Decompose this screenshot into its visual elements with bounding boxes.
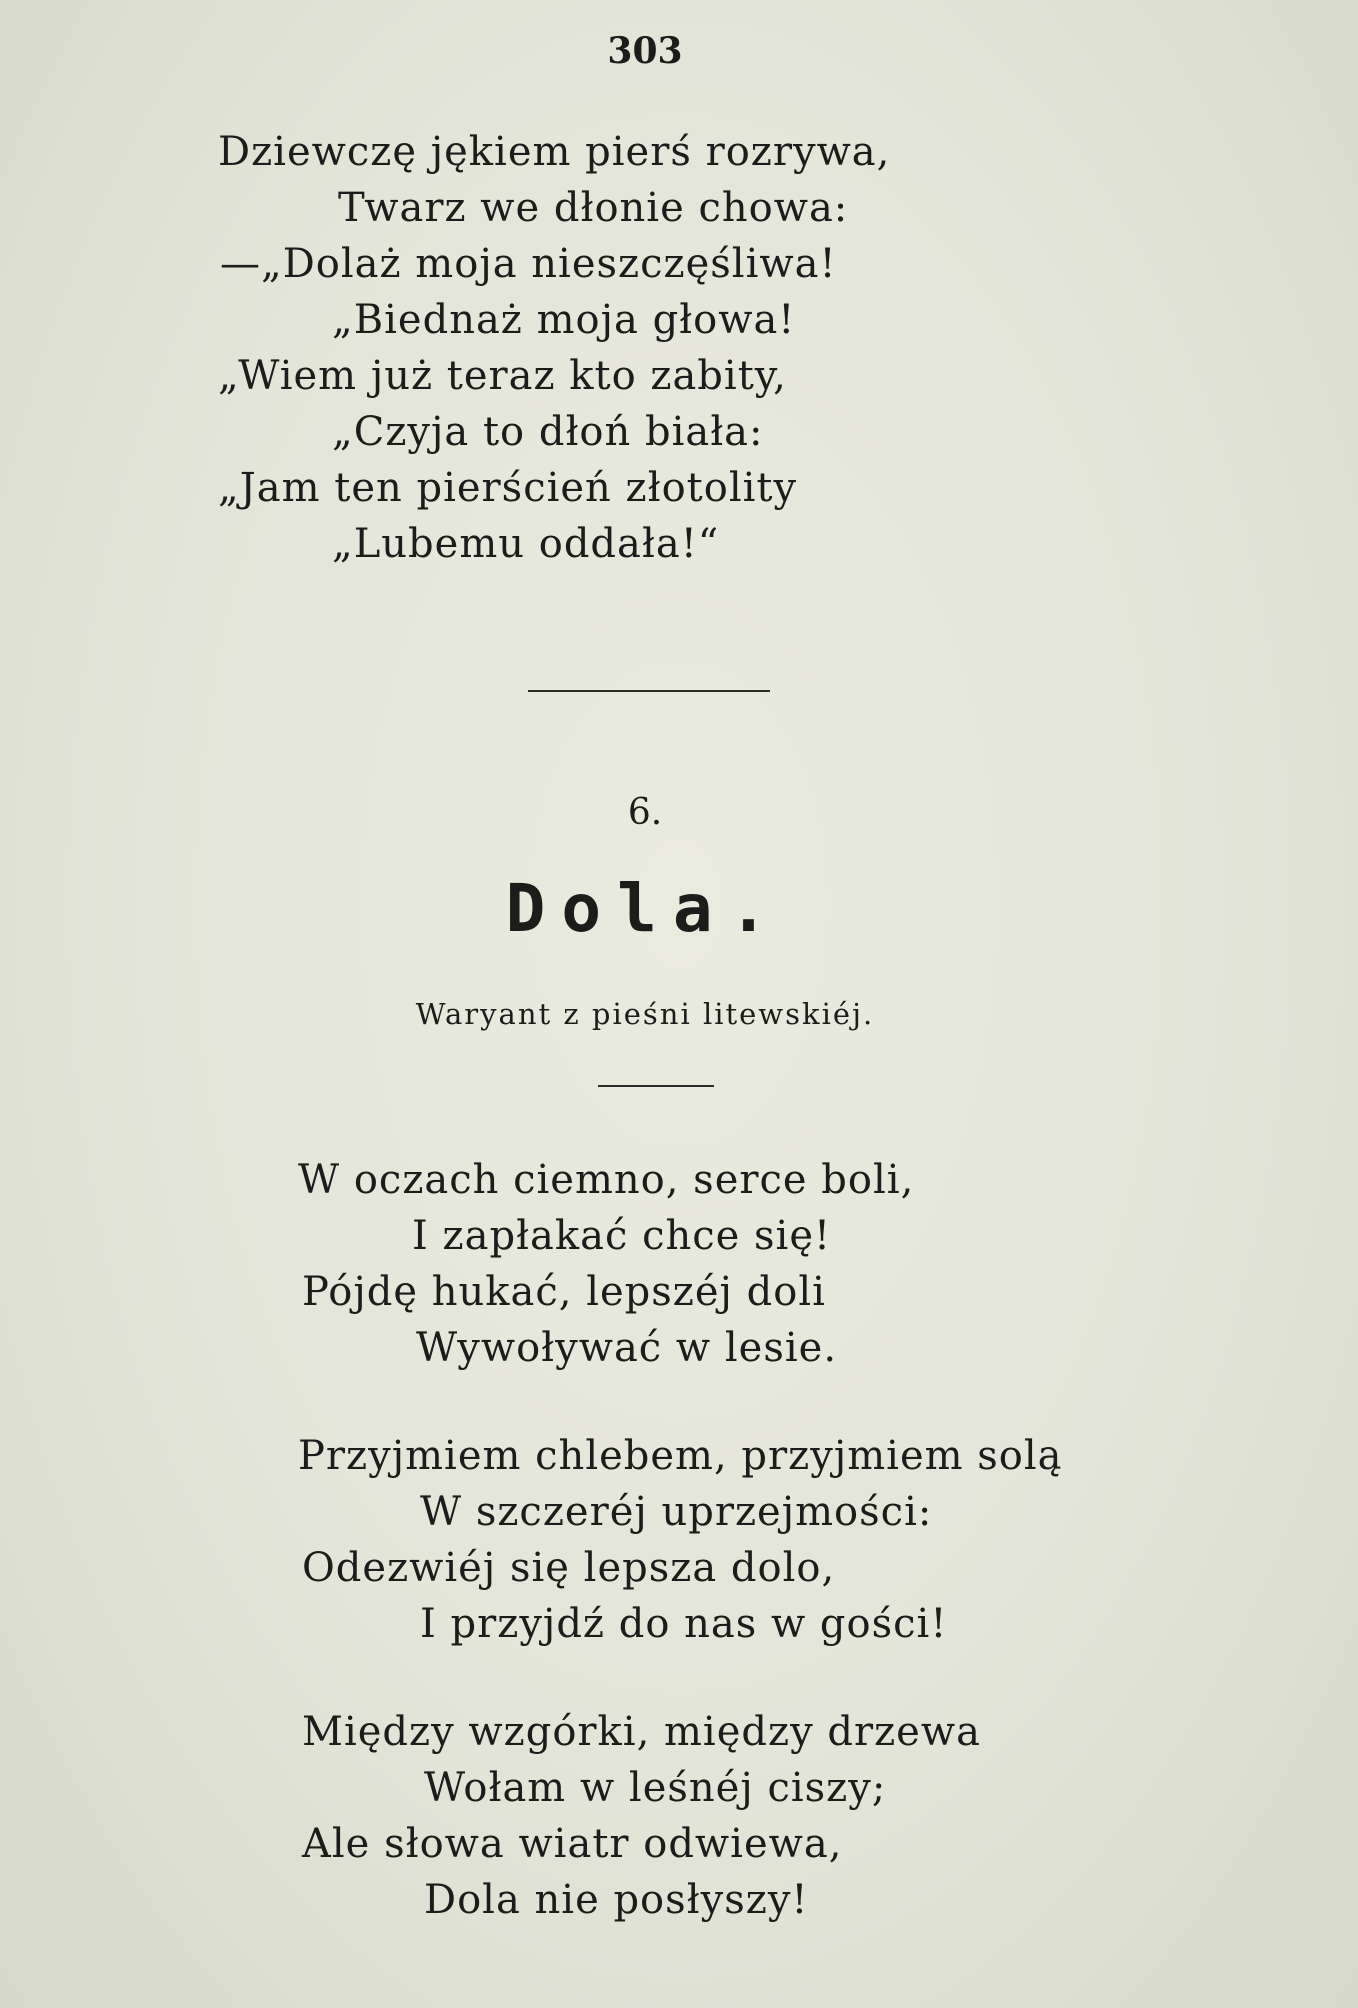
poem-line: Ale słowa wiatr odwiewa, xyxy=(302,1821,843,1867)
poem-line: Między wzgórki, między drzewa xyxy=(302,1709,981,1755)
poem-number: 6. xyxy=(627,792,663,833)
poem-line: I przyjdź do nas w gości! xyxy=(420,1601,948,1647)
poem-line: „Jam ten pierścień złotolity xyxy=(218,465,798,511)
poem-line: Pójdę hukać, lepszéj doli xyxy=(302,1269,826,1315)
page-number: 303 xyxy=(607,30,683,72)
poem-line: „Czyja to dłoń biała: xyxy=(332,409,764,455)
poem-line: „Wiem już teraz kto zabity, xyxy=(218,353,787,399)
poem-line: Przyjmiem chlebem, przyjmiem solą xyxy=(298,1433,1063,1479)
poem-subtitle: Waryant z pieśni litewskiéj. xyxy=(415,997,875,1031)
poem-line: Dola nie posłyszy! xyxy=(424,1877,809,1923)
poem-line: W szczeréj uprzejmości: xyxy=(420,1489,933,1535)
poem-line: Dziewczę jękiem pierś rozrywa, xyxy=(218,129,891,175)
poem-line: Wołam w leśnéj ciszy; xyxy=(424,1765,887,1811)
poem-line: „Biednaż moja głowa! xyxy=(332,297,796,343)
poem-line: I zapłakać chce się! xyxy=(412,1213,832,1259)
poem-line: Odezwiéj się lepsza dolo, xyxy=(302,1545,836,1591)
section-divider xyxy=(528,690,770,692)
poem-line: W oczach ciemno, serce boli, xyxy=(298,1157,915,1203)
poem-line: „Lubemu oddała!“ xyxy=(332,521,720,567)
poem-line: Twarz we dłonie chowa: xyxy=(338,185,849,231)
title-divider xyxy=(598,1085,714,1087)
poem-line: Wywoływać w lesie. xyxy=(416,1325,838,1371)
poem-line: —„Dolaż moja nieszczęśliwa! xyxy=(220,241,837,287)
poem-title: Dola. xyxy=(505,870,785,947)
